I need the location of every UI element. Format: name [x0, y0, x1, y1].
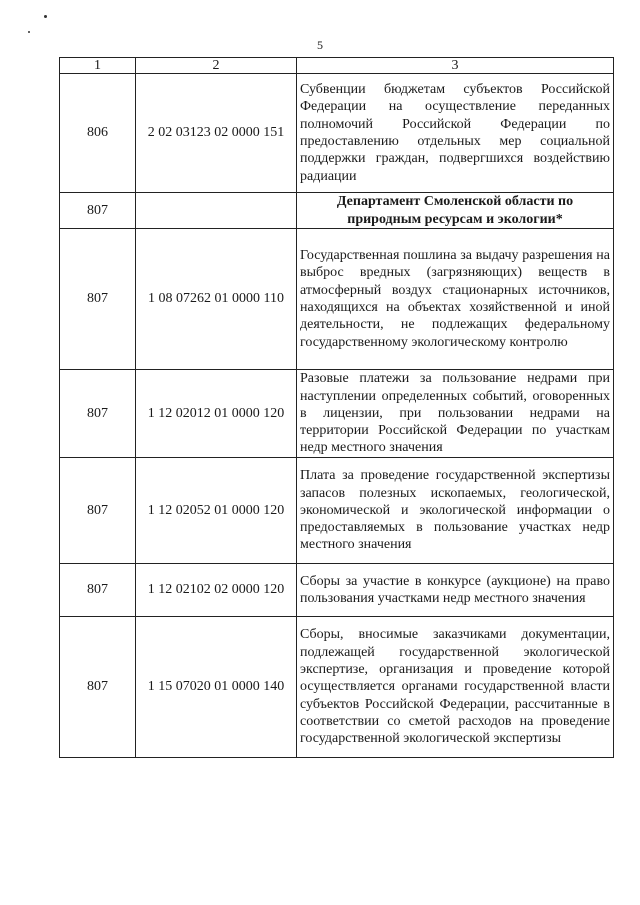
- income-name-cell: Субвенции бюджетам субъектов Российской Федерации на осуществление переданных полномочий Российской Федерации по предоставлению отдельных мер социальной поддержки граждан, подвергшихся воздействию радиации: [297, 74, 614, 193]
- scan-speck: [44, 15, 47, 18]
- income-code-cell: 2 02 03123 02 0000 151: [136, 74, 297, 193]
- income-code-cell: 1 12 02012 01 0000 120: [136, 370, 297, 458]
- income-code-cell: [136, 193, 297, 229]
- table-row: [60, 458, 614, 564]
- income-code-cell: 1 08 07262 01 0000 110: [136, 229, 297, 370]
- income-codes-table: [59, 57, 614, 758]
- table-row-heading: [60, 193, 614, 229]
- income-code-cell: 1 15 07020 01 0000 140: [136, 617, 297, 758]
- column-header-3: 3: [297, 58, 614, 74]
- income-name-cell: Плата за проведение государственной экспертизы запасов полезных ископаемых, геологической, экономической и экологической информации о предоставляемых в пользование участках недр местного значения: [297, 458, 614, 564]
- admin-code-cell: 807: [60, 370, 136, 458]
- admin-code-cell: 807: [60, 229, 136, 370]
- table-header: [60, 58, 614, 74]
- column-header-1: 1: [60, 58, 136, 74]
- admin-code-cell: 807: [60, 564, 136, 617]
- table-body: [60, 74, 614, 758]
- income-code-cell: 1 12 02102 02 0000 120: [136, 564, 297, 617]
- table-row: [60, 370, 614, 458]
- header-row: [60, 58, 614, 74]
- admin-code-cell: 806: [60, 74, 136, 193]
- page-number: 5: [317, 38, 323, 52]
- income-name-cell: Сборы за участие в конкурсе (аукционе) на право пользования участками недр местного значения: [297, 564, 614, 617]
- table-row: [60, 74, 614, 193]
- income-name-cell: Разовые платежи за пользование недрами при наступлении определенных событий, оговоренных в лицензии, при пользовании недрами на территории Российской Федерации по участкам недр местного значения: [297, 370, 614, 458]
- income-name-cell: Государственная пошлина за выдачу разрешения на выброс вредных (загрязняющих) веществ в атмосферный воздух стационарных источников, находящихся на объектах хозяйственной и иной деятельности, не подлежащих федеральному государственному экологическому контролю: [297, 229, 614, 370]
- column-header-2: 2: [136, 58, 297, 74]
- table-row: [60, 617, 614, 758]
- table-row: [60, 564, 614, 617]
- admin-code-cell: 807: [60, 458, 136, 564]
- admin-code-cell: 807: [60, 193, 136, 229]
- department-heading-cell: Департамент Смоленской области по природным ресурсам и экологии*: [297, 193, 614, 229]
- income-code-cell: 1 12 02052 01 0000 120: [136, 458, 297, 564]
- scan-speck: [28, 31, 30, 33]
- table-row: [60, 229, 614, 370]
- income-name-cell: Сборы, вносимые заказчиками документации, подлежащей государственной экологической экспертизе, организация и проведение которой осуществляется органами государственной власти субъектов Российской Федерации, рассчитанные в соответствии со сметой расходов на проведение государственной экологической экспертизы: [297, 617, 614, 758]
- admin-code-cell: 807: [60, 617, 136, 758]
